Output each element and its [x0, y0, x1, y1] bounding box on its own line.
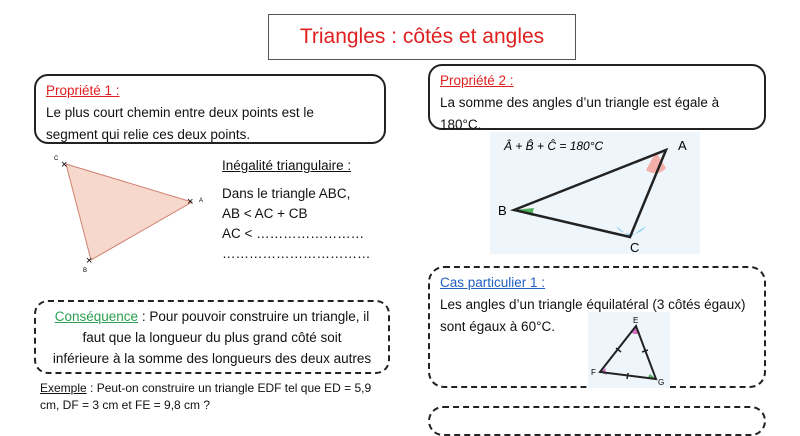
- vertex-c-label-2: C: [630, 240, 640, 254]
- consequence-line3: inférieure à la somme des longueurs des deux autres: [52, 351, 372, 366]
- inequality-heading: Inégalité triangulaire :: [222, 158, 352, 173]
- property-2-text: La somme des angles d’un triangle est égale à 180°C.: [440, 95, 720, 132]
- angle-sum-figure: [490, 132, 700, 254]
- svg-text:×: ×: [86, 255, 93, 267]
- inequality-line4: ……………………………: [222, 246, 371, 261]
- inequality-block: [222, 156, 371, 264]
- property-2-box: [428, 64, 766, 130]
- inequality-line2: AB < AC + CB: [222, 206, 308, 221]
- triangle-abc-figure: [46, 152, 216, 277]
- special-case-1-line2: sont égaux à 60°C.: [440, 319, 555, 334]
- consequence-box: Conséquence : Pour pouvoir construire un triangle, il faut que la longueur du plus grand côté soit inférieure à la somme des longueurs des deux autres: [34, 300, 390, 374]
- example-block: [40, 380, 371, 414]
- vertex-f-label: F: [591, 368, 596, 377]
- example-line2: cm, DF = 3 cm et FE = 9,8 cm ?: [40, 398, 211, 412]
- property-1-box: [34, 74, 386, 144]
- consequence-line1: Pour pouvoir construire un triangle, il: [149, 309, 370, 324]
- example-label: Exemple: [40, 381, 87, 395]
- svg-text:×: ×: [61, 159, 68, 171]
- property-1-line1: Le plus court chemin entre deux points est le: [46, 105, 314, 120]
- vertex-b-label: B: [83, 268, 88, 274]
- equilateral-triangle-figure: [588, 312, 670, 388]
- next-box-edge: [428, 406, 766, 436]
- svg-text:×: ×: [187, 196, 194, 208]
- page-title: Triangles : côtés et angles: [268, 14, 576, 60]
- property-1-label: Propriété 1 :: [46, 83, 120, 98]
- consequence-label: Conséquence: [54, 309, 139, 324]
- special-case-1-label: Cas particulier 1 :: [440, 275, 546, 290]
- consequence-line2: faut que la longueur du plus grand côté soit: [82, 330, 342, 345]
- triangle-abc: [66, 164, 192, 260]
- example-line1: : Peut-on construire un triangle EDF tel que ED = 5,9: [86, 381, 372, 395]
- inequality-line1: Dans le triangle ABC,: [222, 186, 351, 201]
- inequality-line3: AC < ……………………: [222, 226, 365, 241]
- property-2-label: Propriété 2 :: [440, 73, 514, 88]
- property-1-line2: segment qui relie ces deux points.: [46, 127, 251, 142]
- vertex-a-label-2: A: [678, 138, 687, 153]
- vertex-e-label: E: [633, 316, 639, 325]
- vertex-b-label-2: B: [498, 203, 507, 218]
- vertex-c-label: C: [54, 156, 59, 162]
- special-case-1-line1: Les angles d’un triangle équilatéral (3 côtés égaux): [440, 297, 746, 312]
- vertex-a-label: A: [199, 198, 204, 204]
- vertex-g-label: G: [658, 378, 665, 387]
- angle-sum-formula: Â + B̂ + Ĉ = 180°C: [504, 139, 604, 153]
